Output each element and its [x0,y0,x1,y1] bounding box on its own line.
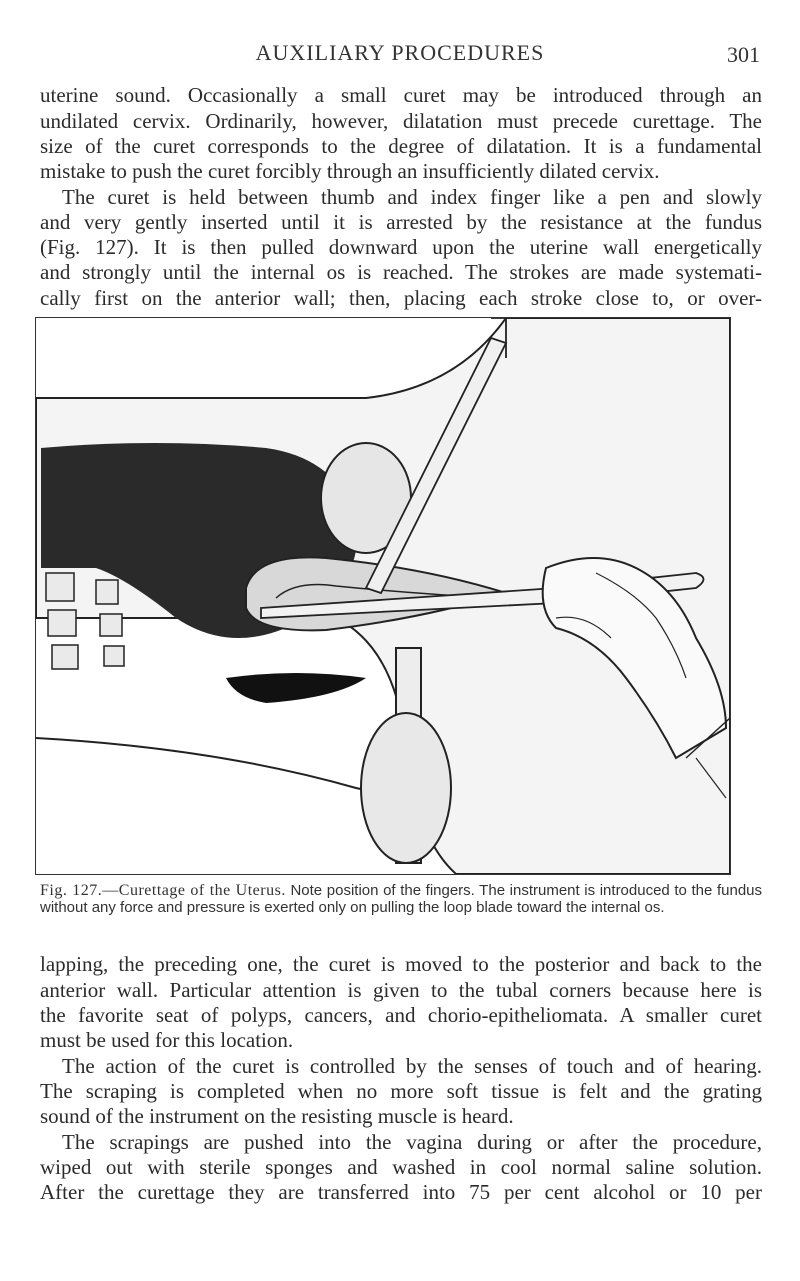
body-line: (Fig. 127). It is then pulled downward upon the uterine wall energetically [40,235,762,259]
figure-caption [40,882,762,916]
body-line: and very gently inserted until it is arrested by the resistance at the fundus [40,210,762,234]
body-line: sound of the instrument on the resisting muscle is heard. [40,1104,514,1128]
body-line: the favorite seat of polyps, cancers, and chorio-epitheliomata. A smaller curet [40,1003,762,1027]
running-title: AUXILIARY PROCEDURES [255,40,545,65]
body-line: must be used for this location. [40,1028,294,1052]
body-line: The action of the curet is controlled by the senses of touch and of hearing. [62,1054,762,1078]
body-line: The scraping is completed when no more soft tissue is felt and the grating [40,1079,762,1103]
body-line: and strongly until the internal os is reached. The strokes are made systemati- [40,260,762,284]
body-line: After the curettage they are transferred into 75 per cent alcohol or 10 per [40,1180,762,1204]
running-head [0,40,800,70]
body-line: mistake to push the curet forcibly through an insufficiently dilated cervix. [40,159,660,183]
body-line: uterine sound. Occasionally a small curet may be introduced through an [40,83,762,107]
body-line: The scrapings are pushed into the vagina during or after the procedure, [62,1130,762,1154]
figure-label: Fig. 127.—Curettage of the Uterus. [40,882,286,899]
body-line: anterior wall. Particular attention is given to the tubal corners because here is [40,978,762,1002]
body-line: lapping, the preceding one, the curet is moved to the posterior and back to the [40,952,762,976]
figure-illustration [35,317,731,875]
figure-caption-text: Note position of the fingers. The instrument is introduced to the fundus without any force and pressure is exerted only on pulling the loop blade toward the internal os. [40,882,762,916]
body-line: The curet is held between thumb and index finger like a pen and slowly [62,185,762,209]
body-line: wiped out with sterile sponges and washed in cool normal saline solution. [40,1155,762,1179]
body-line: undilated cervix. Ordinarily, however, dilatation must precede curettage. The [40,109,762,133]
page-number: 301 [727,42,760,67]
body-line: size of the curet corresponds to the degree of dilatation. It is a fundamental [40,134,762,158]
body-line: cally first on the anterior wall; then, placing each stroke close to, or over- [40,286,762,310]
